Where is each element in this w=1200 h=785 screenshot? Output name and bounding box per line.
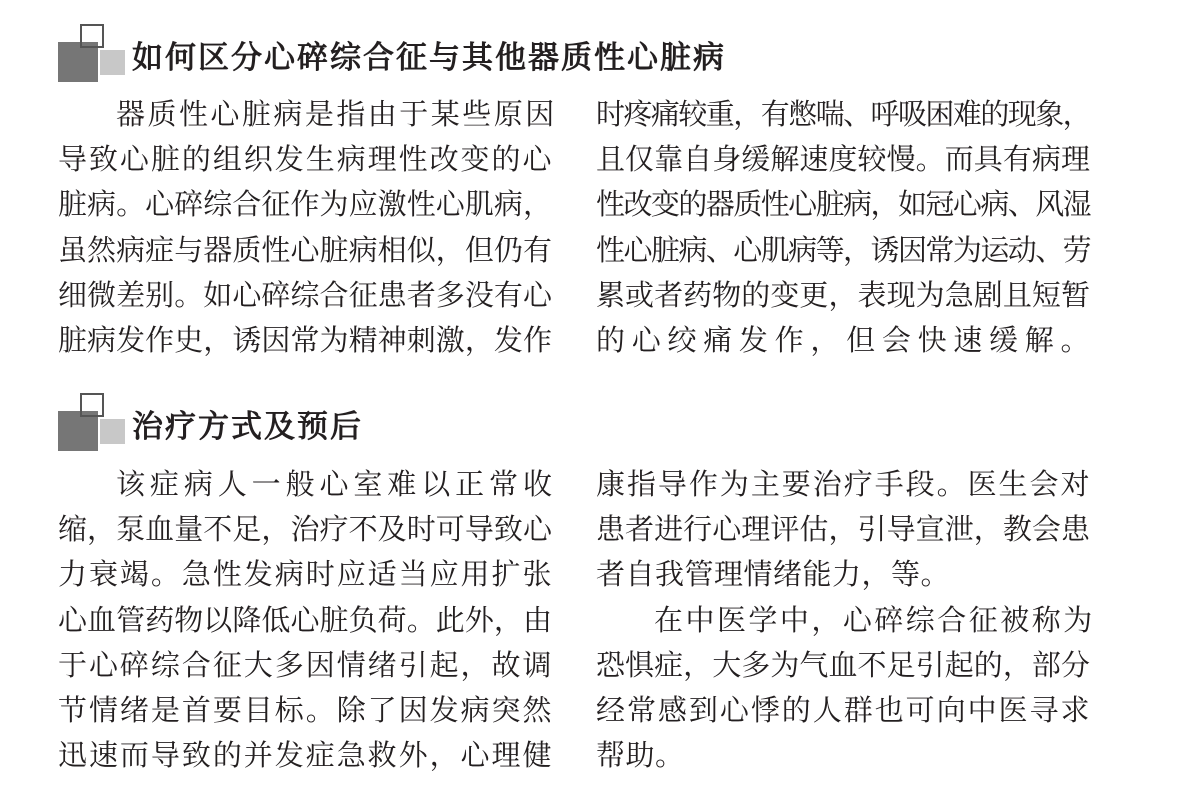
marker-dark-square (58, 42, 98, 82)
text-line: 缩，泵血量不足，治疗不及时可导致心 (58, 512, 552, 547)
text-line: 器质性心脏病是指由于某些原因 (116, 97, 552, 131)
text-line: 者自我管理情绪能力，等。 (596, 557, 951, 592)
section-2-left-column (58, 462, 552, 778)
text-line: 导致心脏的组织发生病理性改变的心 (58, 142, 554, 177)
text-line: 的心绞痛发作，但会快速缓解。 (596, 323, 1097, 358)
section-marker-icon (58, 24, 128, 86)
marker-light-square (100, 50, 125, 75)
section-marker-icon (58, 393, 128, 455)
text-line: 于心碎综合征大多因情绪引起，故调 (58, 647, 554, 682)
section-2-right-column (596, 462, 1090, 778)
section-2-header (58, 393, 818, 455)
section-1-left-column (58, 92, 552, 363)
text-line: 经常感到心悸的人群也可向中医寻求 (596, 693, 1092, 728)
text-line: 力衰竭。急性发病时应适当应用扩张 (58, 557, 554, 592)
text-line: 细微差别。如心碎综合征患者多没有心 (58, 277, 552, 312)
text-line: 性心脏病、心肌病等，诱因常为运动、劳 (596, 232, 1090, 267)
text-line: 康指导作为主要治疗手段。医生会对 (596, 467, 1092, 501)
text-line: 累或者药物的变更，表现为急剧且短暂 (596, 277, 1090, 312)
text-line: 在中医学中，心碎综合征被称为 (654, 602, 1090, 637)
section-1-right-column (596, 92, 1097, 363)
text-line: 患者进行心理评估，引导宣泄，教会患 (596, 512, 1090, 547)
text-line: 节情绪是首要目标。除了因发病突然 (58, 693, 554, 728)
text-line: 且仅靠自身缓解速度较慢。而具有病理 (596, 142, 1090, 177)
text-line: 心血管药物以降低心脏负荷。此外，由 (58, 602, 552, 637)
text-line: 时疼痛较重，有憋喘、呼吸困难的现象， (596, 97, 1090, 131)
marker-dark-square (58, 411, 98, 451)
text-line: 该症病人一般心室难以正常收 (116, 467, 552, 501)
paragraph (596, 733, 1090, 778)
marker-light-square (100, 419, 125, 444)
paragraph (596, 552, 1090, 597)
paragraph (58, 462, 552, 507)
paragraph (596, 598, 1090, 643)
paragraph (58, 92, 552, 137)
marker-outline-square (80, 24, 104, 48)
marker-outline-square (80, 393, 104, 417)
text-line: 虽然病症与器质性心脏病相似，但仍有 (58, 232, 552, 267)
section-title: 如何区分心碎综合征与其他器质性心脏病 (132, 40, 726, 76)
text-line: 帮助。 (596, 738, 685, 773)
text-line: 恐惧症，大多为气血不足引起的，部分 (596, 647, 1090, 682)
text-line: 性改变的器质性心脏病，如冠心病、风湿 (596, 187, 1090, 222)
section-1-header (58, 24, 818, 86)
section-title: 治疗方式及预后 (132, 409, 363, 445)
text-line: 脏病发作史，诱因常为精神刺激，发作 (58, 323, 552, 358)
text-line: 脏病。心碎综合征作为应激性心肌病， (58, 187, 552, 222)
text-line: 迅速而导致的并发症急救外，心理健 (58, 738, 554, 773)
